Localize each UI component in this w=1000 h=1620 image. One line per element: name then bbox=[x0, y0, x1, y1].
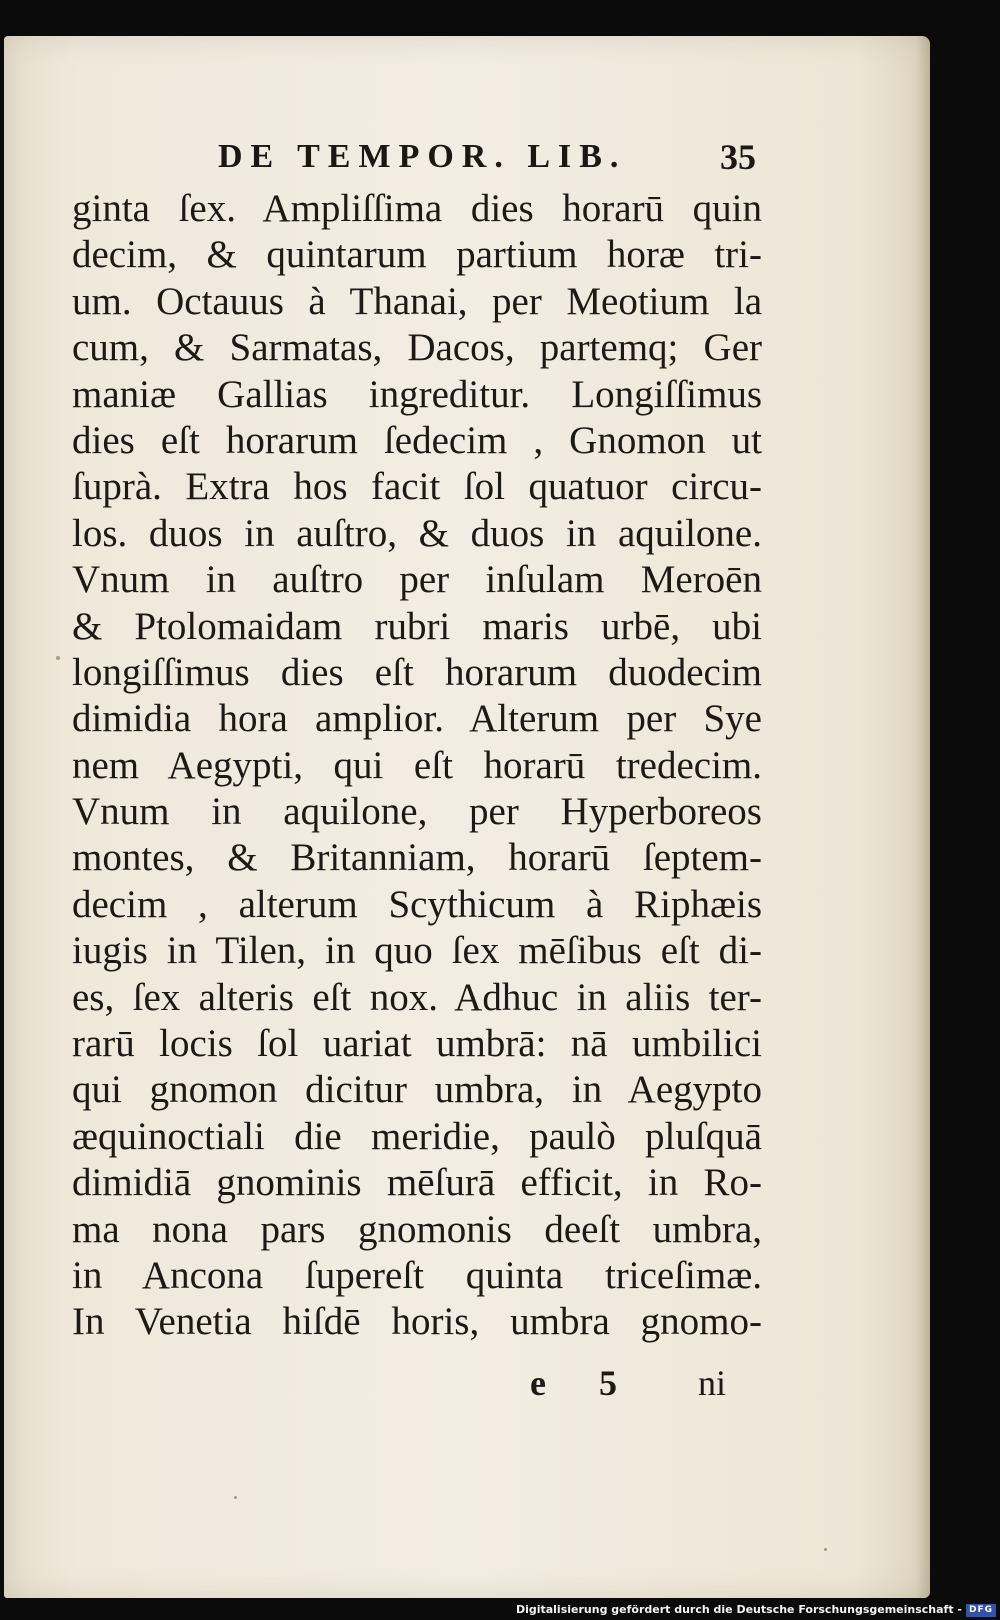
text-line: dimidia hora amplior. Alterum per Sye bbox=[72, 697, 762, 741]
body-text bbox=[72, 186, 762, 1346]
text-line: es, ſex alteris eſt nox. Adhuc in aliis ter- bbox=[72, 975, 762, 1019]
catchword: ni bbox=[698, 1363, 727, 1403]
text-line: nem Aegypti, qui eſt horarū tredecim. bbox=[72, 743, 762, 787]
text-line: Vnum in auſtro per inſulam Meroēn bbox=[72, 558, 762, 602]
text-line: ginta ſex. Ampliſſima dies horarū quin bbox=[72, 187, 762, 230]
text-line: decim, & quintarum partium horæ tri- bbox=[72, 233, 762, 277]
text-line: iugis in Tilen, in quo ſex mēſibus eſt di- bbox=[72, 929, 762, 973]
text-line: maniæ Gallias ingreditur. Longiſſimus bbox=[72, 372, 762, 416]
book-page bbox=[4, 36, 930, 1598]
text-line: um. Octauus à Thanai, per Meotium la bbox=[72, 279, 762, 323]
text-line: ſuprà. Extra hos facit ſol quatuor circu- bbox=[72, 465, 762, 509]
text-line: & Ptolomaidam rubri maris urbē, ubi bbox=[72, 604, 762, 648]
text-line: dimidiā gnominis mēſurā efficit, in Ro- bbox=[72, 1161, 762, 1205]
text-line: Vnum in aquilone, per Hyperboreos bbox=[72, 790, 762, 834]
text-line: dies eſt horarum ſedecim , Gnomon ut bbox=[72, 418, 762, 462]
text-line: in Ancona ſupereſt quinta triceſimæ. bbox=[72, 1253, 762, 1297]
text-line: ma nona pars gnomonis deeſt umbra, bbox=[72, 1207, 762, 1251]
running-head bbox=[4, 138, 930, 184]
page-number: 35 bbox=[720, 137, 756, 177]
dfg-logo: DFG bbox=[966, 1604, 996, 1617]
text-line: rarū locis ſol uariat umbrā: nā umbilici bbox=[72, 1022, 762, 1066]
text-line: In Venetia hiſdē horis, umbra gnomo- bbox=[72, 1300, 762, 1344]
paper-speck bbox=[234, 1496, 237, 1499]
signature-line bbox=[4, 1362, 930, 1408]
text-line: decim , alterum Scythicum à Riphæis bbox=[72, 882, 762, 926]
signature-mark: e 5 bbox=[530, 1363, 639, 1403]
text-line: æquinoctiali die meridie, paulò pluſquā bbox=[72, 1114, 762, 1158]
text-line: cum, & Sarmatas, Dacos, partemq; Ger bbox=[72, 326, 762, 370]
paper-speck bbox=[56, 656, 60, 660]
paper-speck bbox=[824, 1548, 827, 1551]
digitization-credit: Digitalisierung gefördert durch die Deutsche Forschungsgemeinschaft - bbox=[515, 1603, 962, 1616]
text-line: longiſſimus dies eſt horarum duodecim bbox=[72, 650, 762, 694]
running-title: DE TEMPOR. LIB. bbox=[218, 138, 627, 175]
text-line: qui gnomon dicitur umbra, in Aegypto bbox=[72, 1068, 762, 1112]
text-line: montes, & Britanniam, horarū ſeptem- bbox=[72, 836, 762, 880]
text-line: los. duos in auſtro, & duos in aquilone. bbox=[72, 511, 762, 555]
